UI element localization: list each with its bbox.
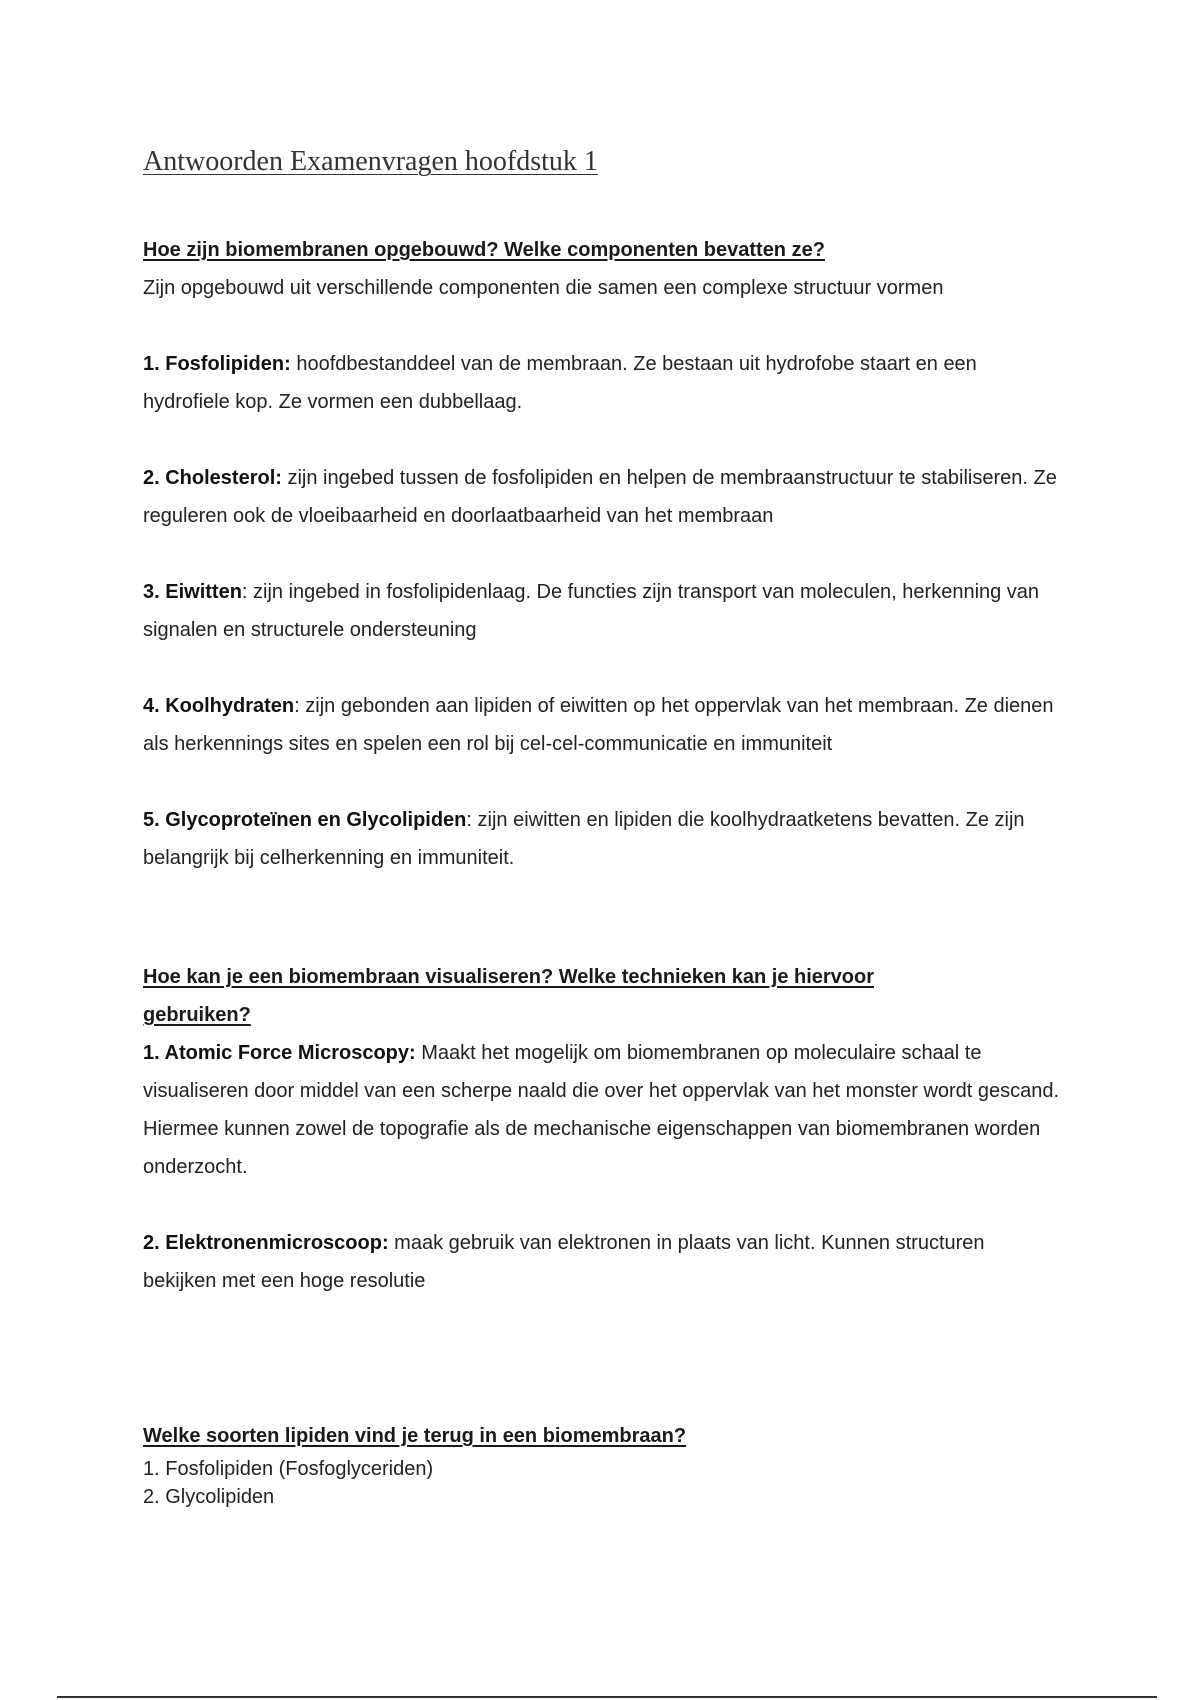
answer-item: [143, 345, 1063, 421]
document-title: Antwoorden Examenvragen hoofdstuk 1: [143, 146, 598, 177]
answer-text: zijn ingebed tussen de fosfolipiden en helpen de membraanstructuur te stabiliseren. Ze reguleren ook de vloeibaarheid en doorlaatbaarheid van het membraan: [143, 467, 1057, 527]
list-item: 2. Glycolipiden: [143, 1486, 275, 1508]
answer-term: 2. Cholesterol:: [143, 467, 282, 489]
answer-item: [143, 459, 1063, 535]
answer-text: hoofdbestanddeel van de membraan. Ze bestaan uit hydrofobe staart en een hydrofiele kop. Ze vormen een dubbellaag.: [143, 353, 977, 413]
answer-text: : zijn gebonden aan lipiden of eiwitten op het oppervlak van het membraan. Ze dienen als herkennings sites en spelen een rol bij cel-cel-communicatie en immuniteit: [143, 695, 1054, 755]
section-visualisation: [143, 958, 1063, 1300]
section-lipid-types: [143, 1417, 1063, 1511]
answer-item: [143, 573, 1063, 649]
list-item: 1. Fosfolipiden (Fosfoglyceriden): [143, 1458, 434, 1480]
question-heading: Hoe zijn biomembranen opgebouwd? Welke componenten bevatten ze?: [143, 239, 825, 261]
answer-intro: Zijn opgebouwd uit verschillende componenten die samen een complexe structuur vormen: [143, 277, 944, 299]
answer-term: 3. Eiwitten: [143, 581, 242, 603]
answer-term: 2. Elektronenmicroscoop:: [143, 1232, 389, 1254]
answer-term: 5. Glycoproteïnen en Glycolipiden: [143, 809, 467, 831]
answer-text: : zijn eiwitten en lipiden die koolhydraatketens bevatten. Ze zijn belangrijk bij celherkenning en immuniteit.: [143, 809, 1025, 869]
answer-item: [143, 687, 1063, 763]
answer-text: Maakt het mogelijk om biomembranen op moleculaire schaal te visualiseren door middel van een scherpe naald die over het oppervlak van het monster wordt gescand. Hiermee kunnen zowel de topografie als de mechanische eigenschappen van biomembranen worden onderzocht.: [143, 1042, 1060, 1178]
section-membrane-structure: [143, 231, 1063, 877]
answer-text: : zijn ingebed in fosfolipidenlaag. De functies zijn transport van moleculen, herkenning van signalen en structurele ondersteuning: [143, 581, 1040, 641]
footer-divider: [57, 1696, 1157, 1698]
lipid-list: [143, 1455, 1063, 1511]
answer-item: [143, 801, 1063, 877]
question-heading: Welke soorten lipiden vind je terug in een biomembraan?: [143, 1425, 687, 1447]
answer-text: maak gebruik van elektronen in plaats van licht. Kunnen structuren bekijken met een hoge resolutie: [143, 1232, 985, 1292]
question-heading: Hoe kan je een biomembraan visualiseren? Welke technieken kan je hiervoor gebruiken?: [143, 966, 875, 1026]
answer-item: [143, 1034, 1063, 1186]
answer-term: 1. Atomic Force Microscopy:: [143, 1042, 416, 1064]
answer-term: 4. Koolhydraten: [143, 695, 295, 717]
answer-item: [143, 1224, 1063, 1300]
answer-term: 1. Fosfolipiden:: [143, 353, 291, 375]
